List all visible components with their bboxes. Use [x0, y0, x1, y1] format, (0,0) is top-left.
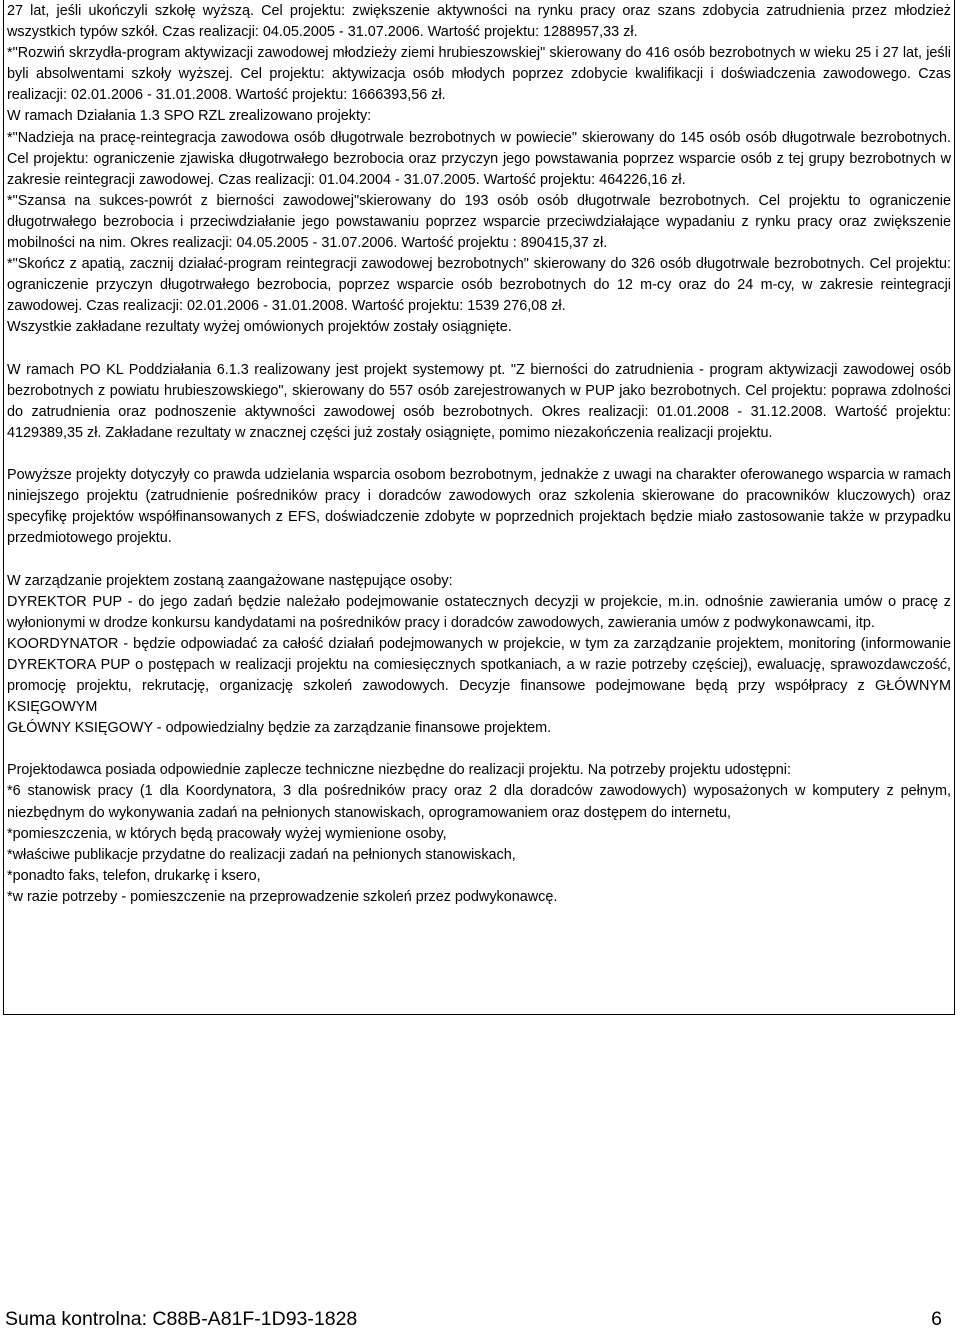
spacer: [7, 739, 951, 760]
list-item-publikacje: *właściwe publikacje przydatne do realizacji zadań na pełnionych stanowiskach,: [7, 846, 516, 863]
paragraph-ksiegowy: GŁÓWNY KSIĘGOWY - odpowiedzialny będzie za zarządzanie finansowe projektem.: [7, 720, 552, 737]
checksum-text: Suma kontrolna: C88B-A81F-1D93-1828: [5, 1308, 358, 1330]
paragraph-koordynator: KOORDYNATOR - będzie odpowiadać za całość działań podejmowanych w projekcie, w tym za zarządzanie projektem, monitoring (informowanie DYREKTORA PUP o postępach w realizacji projektu na comiesięcznych spotkaniach, a w razie potrzeby częściej), ewaluację, sprawozdawczość, promocję projektu, rekrutację, organizację szkoleń zawodowych. Decyzje finansowe podejmowane będą przy współpracy z GŁÓWNYM KSIĘGOWYM: [7, 635, 951, 716]
paragraph-dzialanie-1-3: W ramach Działania 1.3 SPO RZL zrealizowano projekty:: [7, 108, 372, 125]
paragraph-rozwin-skrzydla: *"Rozwiń skrzydła-program aktywizacji zawodowej młodzieży ziemi hrubieszowskiej" skierowany do 416 osób bezrobotnych w wieku 25 i 27 lat, jeśli byli absolwentami szkoły wyższej. Cel projektu: aktywizacja osób młodych poprzez zdobycie kwalifikacji i doświadczenia zawodowego. Czas realizacji: 02.01.2006 - 31.01.2008. Wartość projektu: 1666393,56 zł.: [7, 45, 951, 104]
paragraph-powyzsze-projekty: Powyższe projekty dotyczyły co prawda udzielania wsparcia osobom bezrobotnym, jednakże z uwagi na charakter oferowanego wsparcia w ramach niniejszego projektu (zatrudnienie pośredników pracy i doradców zawodowych oraz szkolenia skierowane do pracowników kluczowych) oraz specyfikę projektów współfinansowanych z EFS, doświadczenie zdobyte w poprzednich projektach będzie miało zastosowanie także w przypadku przedmiotowego projektu.: [7, 467, 951, 547]
paragraph-rezultaty: Wszystkie zakładane rezultaty wyżej omówionych projektów zostały osiągnięte.: [7, 319, 512, 336]
list-item-pomieszczenia: *pomieszczenia, w których będą pracowały wyżej wymienione osoby,: [7, 825, 447, 842]
spacer: [7, 444, 951, 465]
paragraph-po-kl: W ramach PO KL Poddziałania 6.1.3 realizowany jest projekt systemowy pt. "Z bierności do zatrudnienia - program aktywizacji zawodowej osób bezrobotnych z powiatu hrubieszowskiego", skierowany do 557 osób zarejestrowanych w PUP jako bezrobotnych. Cel projektu: poprawa zdolności do zatrudnienia oraz podnoszenie aktywności zawodowej osób bezrobotnych. Okres realizacji: 01.01.2008 - 31.12.2008. Wartość projektu: 4129389,35 zł. Zakładane rezultaty w znacznej części już zostały osiągnięte, pomimo niezakończenia realizacji projektu.: [7, 361, 951, 441]
paragraph-zaplecze: Projektodawca posiada odpowiednie zaplecze techniczne niezbędne do realizacji projektu. Na potrzeby projektu udostępni:: [7, 762, 791, 779]
page-footer: [5, 1306, 942, 1332]
list-item-szkolenia: *w razie potrzeby - pomieszczenie na przeprowadzenie szkoleń przez podwykonawcę.: [7, 888, 558, 905]
page-number: 6: [931, 1308, 942, 1330]
paragraph-skoncz-z-apatia: *"Skończ z apatią, zacznij działać-program reintegracji zawodowej bezrobotnych" skierowany do 326 osób długotrwale bezrobotnych. Cel projektu: ograniczenie przyczyn długotrwałego bezrobocia, poprzez wsparcie osób bezrobotnych do 12 m-cy oraz do 24 m-cy, w zakresie reintegracji zawodowej. Czas realizacji: 02.01.2006 - 31.01.2008. Wartość projektu: 1539 276,08 zł.: [7, 256, 951, 315]
paragraph-dyrektor: DYREKTOR PUP - do jego zadań będzie należało podejmowanie ostatecznych decyzji w projekcie, m.in. odnośnie zawierania umów o pracę z wyłonionymi w drodze konkursu kandydatami na pośredników pracy i doradców zawodowych, zawierania umów z podwykonawcami, itp.: [7, 593, 951, 631]
content-frame: [3, 0, 955, 1015]
paragraph-szansa-na-sukces: *"Szansa na sukces-powrót z bierności zawodowej"skierowany do 193 osób osób długotrwale bezrobotnych. Cel projektu to ograniczenie długotrwałego bezrobocia i przeciwdziałanie jego powstawaniu poprzez wsparcie przeciwdziałające wypadaniu z rynku pracy oraz zwiększenie mobilności na nim. Okres realizacji: 04.05.2005 - 31.07.2006. Wartość projektu : 890415,37 zł.: [7, 192, 951, 252]
spacer: [7, 549, 951, 570]
list-item-stanowiska: *6 stanowisk pracy (1 dla Koordynatora, 3 dla pośredników pracy oraz 2 dla doradców zawodowych) wyposażonych w komputery z pełnym, niezbędnym do wykonywania zadań na pełnionych stanowiskach, oprogramowaniem oraz dostępem do internetu,: [7, 783, 951, 821]
paragraph-zarzadzanie: W zarządzanie projektem zostaną zaangażowane następujące osoby:: [7, 572, 453, 589]
paragraph-continuation: 27 lat, jeśli ukończyli szkołę wyższą. Cel projektu: zwiększenie aktywności na rynku pracy oraz szans zdobycia zatrudnienia przez młodzież wszystkich typów szkół. Czas realizacji: 04.05.2005 - 31.07.2006. Wartość projektu: 1288957,33 zł.: [7, 3, 951, 41]
spacer: [7, 339, 951, 360]
list-item-sprzet: *ponadto faks, telefon, drukarkę i ksero,: [7, 867, 261, 884]
paragraph-nadzieja-na-prace: *"Nadzieja na pracę-reintegracja zawodowa osób długotrwale bezrobotnych w powiecie" skierowany do 145 osób osób długotrwale bezrobotnych. Cel projektu: ograniczenie zjawiska długotrwałego bezrobocia oraz przyczyn jego powstawania poprzez wsparcie osób z tej grupy bezrobotnych w zakresie reintegracji zawodowej. Czas realizacji: 01.04.2004 - 31.07.2005. Wartość projektu: 464226,16 zł.: [7, 129, 951, 188]
